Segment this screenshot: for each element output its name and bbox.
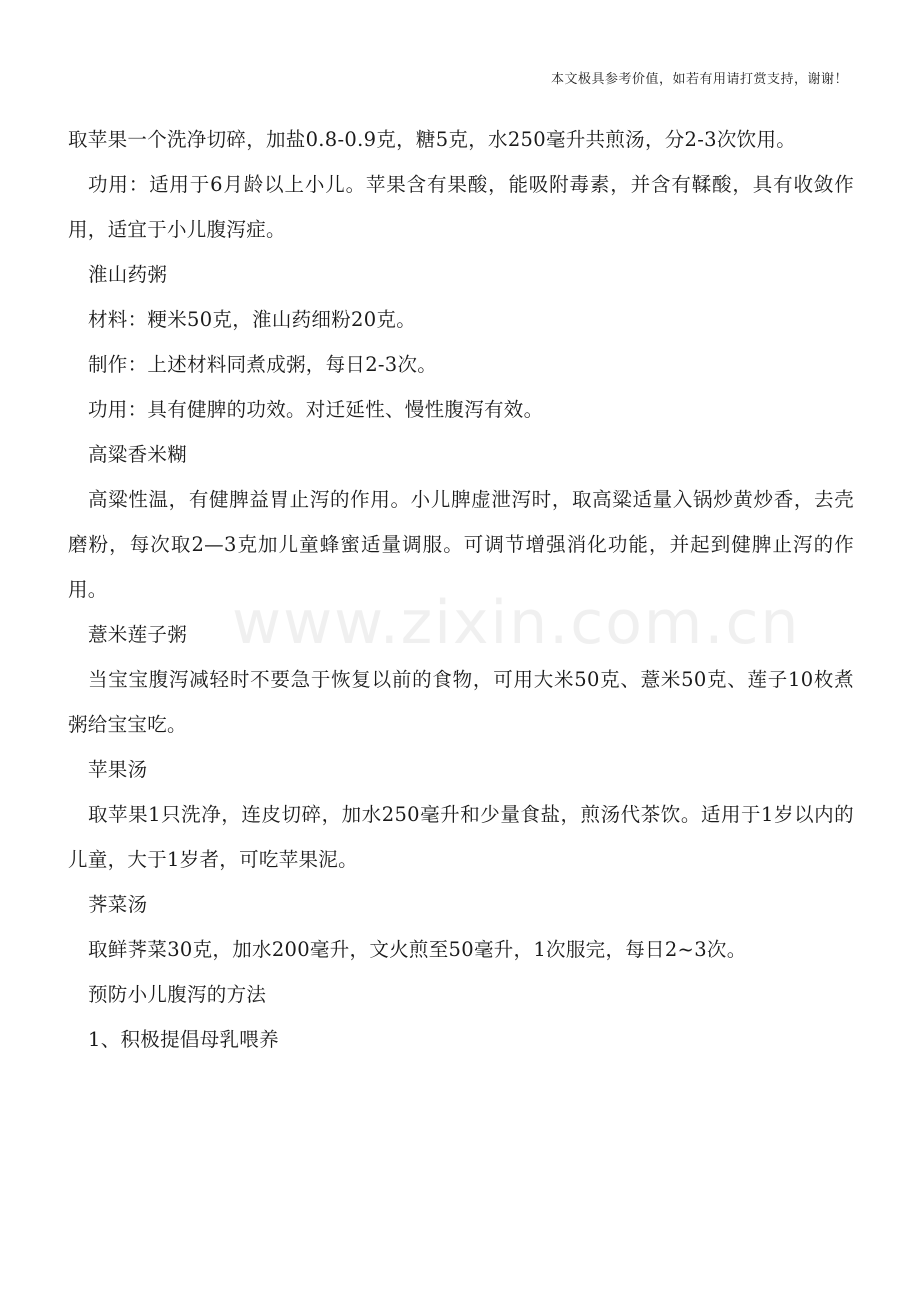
- paragraph-shepherds-purse-description: 取鲜荠菜30克，加水200毫升，文火煎至50毫升，1次服完，每日2~3次。: [88, 938, 747, 961]
- paragraph-apple-soup-description: 取苹果1只洗净，连皮切碎，加水250毫升和少量食盐，煎汤代茶饮。适用于1岁以内的儿童，大于1岁者，可吃苹果泥。: [68, 803, 854, 871]
- heading-prevention-methods: 预防小儿腹泻的方法: [88, 983, 267, 1006]
- paragraph-yam-ingredients: 材料：粳米50克，淮山药细粉20克。: [88, 308, 417, 331]
- heading-yam-porridge: 淮山药粥: [88, 263, 168, 286]
- watermark-text: www.zixin.com.cn: [232, 588, 801, 658]
- paragraph-yam-preparation: 制作：上述材料同煮成粥，每日2-3次。: [88, 353, 438, 376]
- paragraph-yam-function: 功用：具有健脾的功效。对迁延性、慢性腹泻有效。: [88, 398, 544, 421]
- heading-coix-lotus-porridge: 薏米莲子粥: [88, 623, 188, 646]
- heading-apple-soup: 苹果汤: [88, 758, 148, 781]
- paragraph-sorghum-description: 高粱性温，有健脾益胃止泻的作用。小儿脾虚泄泻时，取高粱适量入锅炒黄炒香，去壳磨粉，每次取2—3克加儿童蜂蜜适量调服。可调节增强消化功能，并起到健脾止泻的作用。: [68, 488, 854, 601]
- document-body: [68, 117, 854, 1062]
- heading-sorghum-paste: 高粱香米糊: [88, 443, 188, 466]
- heading-shepherds-purse-soup: 荠菜汤: [88, 893, 148, 916]
- paragraph-coix-lotus-description: 当宝宝腹泻减轻时不要急于恢复以前的食物，可用大米50克、薏米50克、莲子10枚煮粥给宝宝吃。: [68, 668, 854, 736]
- list-item-breastfeeding: 1、积极提倡母乳喂养: [88, 1028, 279, 1051]
- header-note: 本文极具参考价值，如若有用请打赏支持，谢谢！: [550, 72, 848, 87]
- paragraph-apple-recipe-continued: 取苹果一个洗净切碎，加盐0.8-0.9克，糖5克，水250毫升共煎汤，分2-3次饮用。: [68, 128, 797, 151]
- paragraph-apple-function: 功用：适用于6月龄以上小儿。苹果含有果酸，能吸附毒素，并含有鞣酸，具有收敛作用，适宜于小儿腹泻症。: [68, 173, 854, 241]
